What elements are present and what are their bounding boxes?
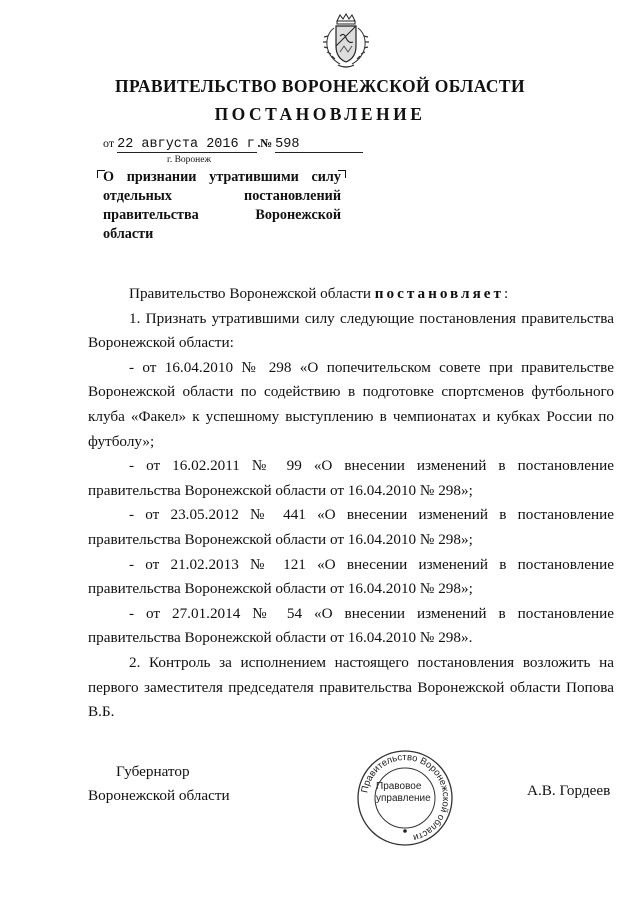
document-body [88, 282, 614, 725]
government-name: ПРАВИТЕЛЬСТВО ВОРОНЕЖСКОЙ ОБЛАСТИ [114, 76, 526, 96]
city: г. Воронеж [167, 155, 212, 165]
document-subject: О признании утратившими силу отдельных постановлений правительства Воронежской области [103, 169, 341, 242]
signatory-title [88, 760, 230, 808]
coat-of-arms-icon [318, 12, 374, 72]
date-number-line [103, 136, 363, 153]
item-1-entry-5: - от 27.01.2014 № 54 «О внесении изменений в постановление правительства Воронежской области от 16.04.2010 № 298». [88, 604, 614, 647]
date-prefix: от [103, 136, 115, 150]
stamp-center-line-2: управление [376, 793, 431, 804]
number-label: № [260, 136, 273, 150]
stamp-ring-text: Правительство Воронежской области [359, 751, 452, 844]
signatory-title-line-2: Воронежской области [88, 787, 230, 804]
intro-paragraph [88, 282, 614, 307]
document-type: ПОСТАНОВЛЕНИЕ [214, 104, 426, 124]
item-1-entry-2: - от 16.02.2011 № 99 «О внесении изменений в постановление правительства Воронежской области от 16.04.2010 № 298»; [88, 457, 614, 499]
item-2: 2. Контроль за исполнением настоящего постановления возложить на первого заместителя председателя правительства Воронежской области Попова В.Б. [88, 653, 614, 721]
item-1-entry-1: - от 16.04.2010 № 298 «О попечительском совете при правительстве Воронежской области по содействию в подготовке спортсменов футбольного клуба «Факел» к успешному выступлению в чемпионатах и кубках России по футболу»; [88, 358, 614, 450]
intro-verb: постановляет [374, 285, 504, 302]
stamp-center-line-1: Правовое [376, 781, 422, 792]
stamp-center-text [376, 781, 436, 805]
intro-colon: : [503, 285, 509, 302]
document-number: 598 [275, 137, 363, 153]
item-1-entry-4: - от 21.02.2013 № 121 «О внесении изменений в постановление правительства Воронежской области от 16.04.2010 № 298»; [88, 555, 614, 598]
signatory-name: А.В. Гордеев [527, 782, 611, 799]
document-date: 22 августа 2016 г. [117, 137, 263, 152]
item-1-entry-3: - от 23.05.2012 № 441 «О внесении изменений в постановление правительства Воронежской области от 16.04.2010 № 298»; [88, 506, 614, 548]
intro-text: Правительство Воронежской области [129, 285, 371, 302]
signatory-title-line-1: Губернатор [116, 763, 190, 780]
item-1-intro: 1. Признать утратившими силу следующие постановления правительства Воронежской области: [88, 309, 614, 352]
